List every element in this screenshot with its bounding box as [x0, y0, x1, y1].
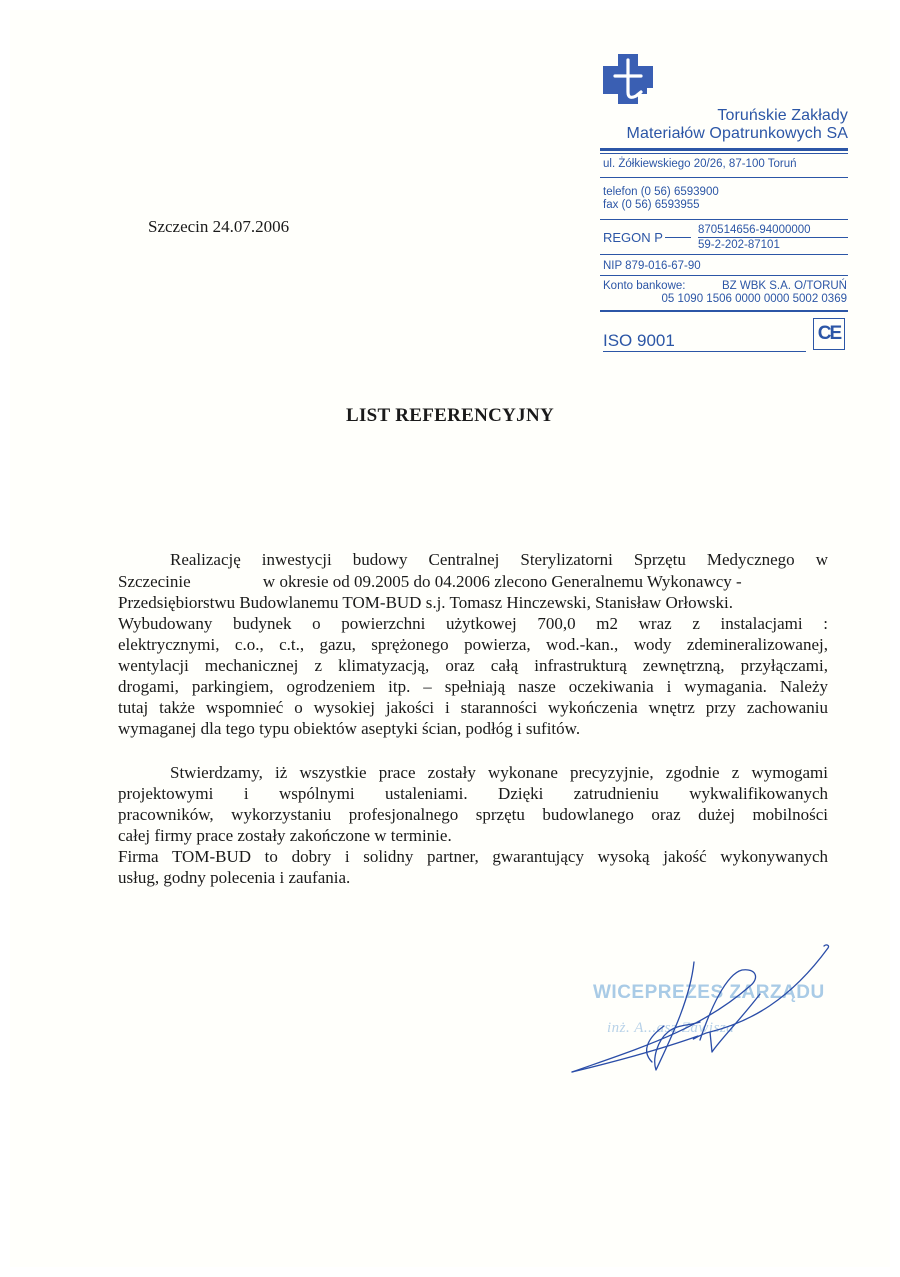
text-line: wymaganej dla tego typu obiektów aseptyki ścian, podłóg i sufitów. — [118, 719, 581, 738]
address: ul. Żółkiewskiego 20/26, 87-100 Toruń — [603, 158, 797, 170]
divider — [600, 219, 848, 220]
account-number: 05 1090 1506 0000 0000 5002 0369 — [661, 293, 847, 305]
company-name-line2: Materiałów Opatrunkowych SA — [626, 125, 848, 142]
text-line: Szczecinie w okresie od 09.2005 do 04.2006 zlecono Generalnemu Wykonawcy - — [118, 572, 742, 591]
text-line: wentylacji mechanicznej z klimatyzacją, oraz całą infrastrukturą zewnętrzną, przyłączami, — [118, 656, 828, 675]
nip: NIP 879-016-67-90 — [603, 260, 701, 272]
signature-icon — [560, 940, 840, 1080]
ce-mark-icon — [813, 318, 845, 350]
iso-certificate: ISO 9001 — [603, 331, 675, 350]
contact-block — [603, 186, 719, 212]
text-line: tutaj także wspomnieć o wysokiej jakości i staranności wykończenia wnętrz przy zachowaniu — [118, 698, 828, 717]
regon-value-1: 870514656-94000000 — [698, 224, 811, 236]
letterhead-bottom-rule — [600, 310, 848, 312]
company-name-line1: Toruńskie Zakłady — [717, 107, 848, 124]
text-line: Firma TOM-BUD to dobry i solidny partner, gwarantujący wysoką jakość wykonywanych — [118, 847, 828, 866]
iso-underline — [603, 351, 806, 352]
document-title: LIST REFERENCYJNY — [346, 405, 554, 426]
cross-t-logo-icon — [603, 54, 653, 104]
bank-name: BZ WBK S.A. O/TORUŃ — [721, 280, 847, 292]
regon-label: REGON P — [603, 230, 663, 245]
text-line: Wybudowany budynek o powierzchni użytkowej 700,0 m2 wraz z instalacjami : — [118, 614, 828, 633]
phone: telefon (0 56) 6593900 — [603, 186, 719, 198]
company-name — [594, 107, 848, 143]
text-line: Stwierdzamy, iż wszystkie prace zostały wykonane precyzyjnie, zgodnie z wymogami — [170, 763, 828, 782]
bank-label: Konto bankowe: — [603, 280, 686, 292]
stamp-position-title: WICEPREZES ZARZĄDU — [593, 982, 825, 1003]
text-line: drogami, parkingiem, ogrodzeniem itp. – spełniają nasze oczekiwania i wymagania. Należy — [118, 677, 828, 696]
divider — [600, 177, 848, 178]
divider — [600, 254, 848, 255]
letterhead-thin-rule — [600, 153, 848, 154]
text-line: projektowymi i wspólnymi ustaleniami. Dzięki zatrudnieniu wykwalifikowanych — [118, 784, 828, 803]
text-line: usług, godny polecenia i zaufania. — [118, 868, 351, 887]
text-line: pracowników, wykorzystaniu profesjonalnego sprzętu budowlanego oraz dużej mobilności — [118, 805, 828, 824]
letterhead-thick-rule — [600, 148, 848, 151]
regon-divider — [698, 237, 848, 238]
text-line: elektrycznymi, c.o., c.t., gazu, sprężonego powierza, wod.-kan., wody zdemineralizowanej, — [118, 635, 828, 654]
text-line: Realizację inwestycji budowy Centralnej Sterylizatorni Sprzętu Medycznego w — [170, 550, 828, 569]
divider — [600, 275, 848, 276]
regon-value-2: 59-2-202-87101 — [698, 239, 780, 251]
text-line: całej firmy prace zostały zakończone w terminie. — [118, 826, 452, 845]
city-date: Szczecin 24.07.2006 — [148, 217, 290, 236]
fax: fax (0 56) 6593955 — [603, 199, 700, 211]
text-line: Przedsiębiorstwu Budowlanemu TOM-BUD s.j. Tomasz Hinczewski, Stanisław Orłowski. — [118, 593, 734, 612]
stamp-name: inż. A...asz Zawisza — [607, 1020, 735, 1036]
regon-dash — [665, 237, 691, 238]
ce-mark-text: CE — [817, 323, 841, 344]
